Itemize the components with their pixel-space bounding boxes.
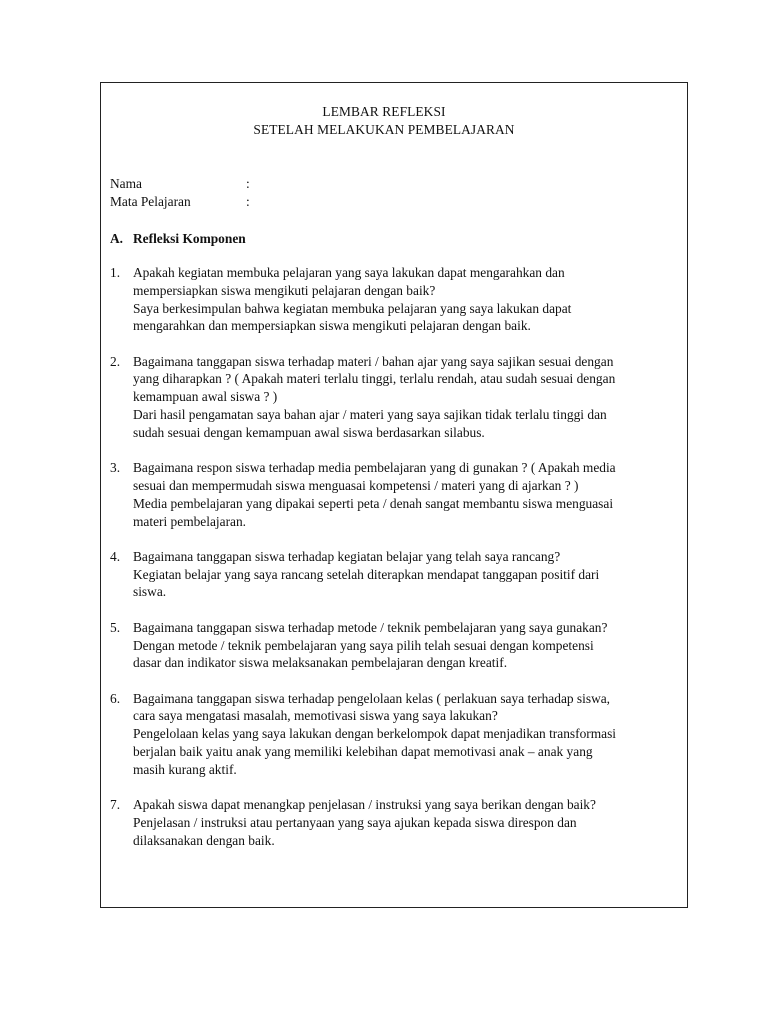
item-text-line: Pengelolaan kelas yang saya lakukan dengan berkelompok dapat menjadikan transformasi [133, 726, 617, 742]
item-question-line: Bagaimana tanggapan siswa terhadap materi / bahan ajar yang saya sajikan sesuai dengan [133, 353, 614, 369]
item-question-line: Apakah siswa dapat menangkap penjelasan / instruksi yang saya berikan dengan baik? [133, 797, 596, 813]
item-text-line: Media pembelajaran yang dipakai seperti peta / denah sangat membantu siswa menguasai [133, 495, 614, 511]
item-number: 7. [110, 797, 121, 813]
list-item [110, 264, 680, 335]
document-title [0, 103, 768, 139]
item-text-line: Penjelasan / instruksi atau pertanyaan yang saya ajukan kepada siswa direspon dan [133, 814, 577, 830]
item-question-line: Bagaimana tanggapan siswa terhadap metode / teknik pembelajaran yang saya gunakan? [133, 619, 608, 635]
title-line-1: LEMBAR REFLEKSI [322, 104, 446, 119]
item-text-line: mengarahkan dan mempersiapkan siswa mengikuti pelajaran dengan baik. [133, 318, 531, 334]
field-colon: : [246, 194, 250, 209]
field-colon: : [246, 176, 250, 191]
section-heading [110, 230, 246, 248]
list-item [110, 690, 680, 779]
item-text-line: materi pembelajaran. [133, 513, 247, 529]
list-item [110, 619, 680, 672]
field-label: Mata Pelajaran [110, 194, 191, 209]
list-item [110, 459, 680, 530]
item-question-line: Bagaimana respon siswa terhadap media pembelajaran yang di gunakan ? ( Apakah media [133, 460, 616, 476]
item-text-line: sudah sesuai dengan kemampuan awal siswa berdasarkan silabus. [133, 424, 485, 440]
list-item [110, 353, 680, 442]
item-text-line: dasar dan indikator siswa melaksanakan pembelajaran dengan kreatif. [133, 655, 508, 671]
item-text-line: Saya berkesimpulan bahwa kegiatan membuka pelajaran yang saya lakukan dapat [133, 300, 572, 316]
item-text-line: sesuai dan mempermudah siswa menguasai kompetensi / materi yang di ajarkan ? ) [133, 477, 579, 493]
item-text-line: dilaksanakan dengan baik. [133, 832, 275, 848]
item-text-line: mempersiapkan siswa mengikuti pelajaran dengan baik? [133, 282, 436, 298]
reflection-list [110, 264, 680, 867]
item-number: 2. [110, 353, 121, 369]
item-question-line: Bagaimana tanggapan siswa terhadap kegiatan belajar yang telah saya rancang? [133, 548, 561, 564]
item-text-line: yang diharapkan ? ( Apakah materi terlalu tinggi, terlalu rendah, atau sudah sesuai dengan [133, 371, 616, 387]
item-number: 1. [110, 265, 121, 280]
item-text-line: kemampuan awal siswa ? ) [133, 389, 278, 405]
item-text-line: Kegiatan belajar yang saya rancang setelah diterapkan mendapat tanggapan positif dari [133, 566, 600, 582]
item-text-line: berjalan baik yaitu anak yang memiliki kelebihan dapat memotivasi anak – anak yang [133, 744, 593, 760]
item-number: 5. [110, 619, 121, 635]
item-text-line: cara saya mengatasi masalah, memotivasi siswa yang saya lakukan? [133, 708, 498, 724]
field-label: Nama [110, 176, 142, 191]
list-item [110, 548, 680, 601]
item-number: 4. [110, 548, 121, 564]
section-title: Refleksi Komponen [133, 231, 246, 246]
title-line-2: SETELAH MELAKUKAN PEMBELAJARAN [253, 122, 515, 137]
section-letter: A. [110, 231, 124, 246]
item-question-line: Bagaimana tanggapan siswa terhadap pengelolaan kelas ( perlakuan saya terhadap siswa, [133, 690, 611, 706]
item-number: 6. [110, 690, 121, 706]
item-text-line: Dengan metode / teknik pembelajaran yang saya pilih telah sesuai dengan kompetensi [133, 637, 594, 653]
item-text-line: siswa. [133, 584, 167, 600]
item-question-line: Apakah kegiatan membuka pelajaran yang saya lakukan dapat mengarahkan dan [133, 265, 565, 280]
item-text-line: Dari hasil pengamatan saya bahan ajar / materi yang saya sajikan tidak terlalu tinggi dan [133, 407, 607, 423]
item-text-line: masih kurang aktif. [133, 761, 237, 777]
list-item [110, 796, 680, 849]
item-number: 3. [110, 460, 121, 476]
